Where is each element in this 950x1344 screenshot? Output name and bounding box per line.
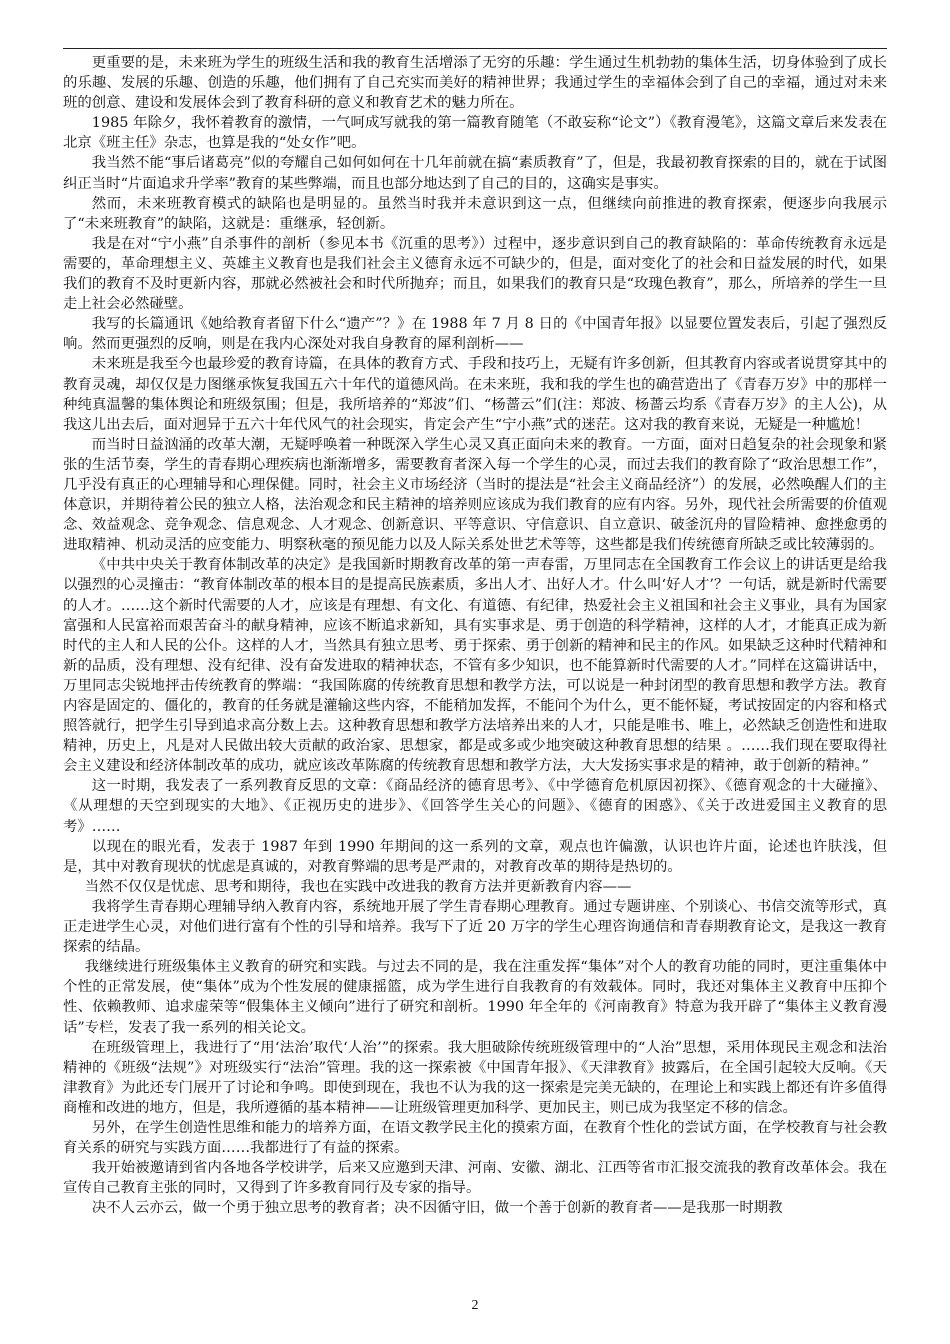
paragraph-3: 我当然不能“事后诸葛亮”似的夸耀自己如何如何在十几年前就在搞“素质教育”了，但是，我最初教育探索的目的，就在于试图纠正当时“片面追求升学率”教育的某些弊端，而且也部分地达到了自己的目的，这确实是事实。 (63, 155, 887, 192)
paragraph-14: 我继续进行班级集体主义教育的研究和实践。与过去不同的是，我在注重发挥“集体”对个人的教育功能的同时，更注重集体中个性的正常发展，使“集体”成为个性发展的健康摇篮，成为学生进行自我教育的有效载体。同时，我还对集体主义教育中压抑个性、依赖教师、追求虚荣等“假集体主义倾向”进行了研究和剖析。1990 年全年的《河南教育》特意为我开辟了“集体主义教育漫话”专栏，发表了我一系列的相关论文。 (63, 959, 887, 1036)
paragraph-10: 这一时期，我发表了一系列教育反思的文章：《商品经济的德育思考》、《中学德育危机原因初探》、《德育观念的十大碰撞》、《从理想的天空到现实的大地》、《正视历史的进步》、《回答学生关心的问题》、《德育的困惑》、《关于改进爱国主义教育的思考》…… (63, 778, 887, 835)
paragraph-15: 在班级管理上，我进行了“用‘法治’取代‘人治’”的探索。我大胆破除传统班级管理中的“人治”思想，采用体现民主观念和法治精神的《班级“法规”》对班级实行“法治”管理。我的这一探索被《中国青年报》、《天津教育》披露后，在全国引起较大反响。《天津教育》为此还专门展开了讨论和争鸣。即使到现在，我也不认为我的这一探索是完美无缺的，在理论上和实践上都还有许多值得商榷和改进的地方，但是，我所遵循的基本精神——让班级管理更加科学、更加民主，则已成为我坚定不移的信念。 (63, 1039, 887, 1116)
paragraph-1: 更重要的是，未来班为学生的班级生活和我的教育生活增添了无穷的乐趣：学生通过生机勃勃的集体生活，切身体验到了成长的乐趣、发展的乐趣、创造的乐趣，他们拥有了自己充实而美好的精神世界；我通过学生的幸福体会到了自己的幸福，通过对未来班的创意、建设和发展体会到了教育科研的意义和教育艺术的魅力所在。 (63, 55, 887, 112)
document-page (63, 48, 887, 1218)
paragraph-17: 我开始被邀请到省内各地各学校讲学，后来又应邀到天津、河南、安徽、湖北、江西等省市汇报交流我的教育改革体会。我在宣传自己教育主张的同时，又得到了许多教育同行及专家的指导。 (63, 1160, 887, 1197)
paragraph-8: 而当时日益汹涌的改革大潮，无疑呼唤着一种既深入学生心灵又真正面向未来的教育。一方面，面对日趋复杂的社会现象和紧张的生活节奏，学生的青春期心理疾病也渐渐增多，需要教育者深入每一个学生的心灵，而过去我们的教育除了“政治思想工作”，几乎没有真正的心理辅导和心理保健。同时，社会主义市场经济（当时的提法是“社会主义商品经济”）的发展，必然唤醒人们的主体意识，并期待着公民的独立人格，法治观念和民主精神的培养则应该成为我们教育的应有内容。另外，现代社会所需要的价值观念、效益观念、竞争观念、信息观念、人才观念、创新意识、平等意识、守信意识、自立意识、破釜沉舟的冒险精神、愈挫愈勇的进取精神、机动灵活的应变能力、明察秋毫的预见能力以及人际关系处世艺术等等，这些都是我们传统德育所缺乏或比较薄弱的。 (63, 436, 887, 554)
page-number: 2 (471, 1298, 479, 1313)
paragraph-18: 决不人云亦云，做一个勇于独立思考的教育者；决不因循守旧，做一个善于创新的教育者——是我那一时期教 (91, 1200, 783, 1217)
paragraph-16: 另外，在学生创造性思维和能力的培养方面，在语文教学民主化的摸索方面，在教育个性化的尝试方面，在学校教育与社会教育关系的研究与实践方面……我都进行了有益的探索。 (63, 1119, 887, 1157)
paragraph-7: 未来班是我至今也最珍爱的教育诗篇，在具体的教育方式、手段和技巧上，无疑有许多创新，但其教育内容或者说贯穿其中的教育灵魂，却仅仅是力图继承恢复我国五六十年代的道德风尚。在未来班，我和我的学生也的确营造出了《青春万岁》中的那样一种纯真温馨的集体舆论和班级氛围；但是，我所培养的“郑波”们、“杨蔷云”们(注：郑波、杨蔷云均系《青春万岁》的主人公)，从我这儿出去后，面对迥异于五六十年代风气的社会现实，肯定会产生“宁小燕”式的迷茫。这对我的教育来说，无疑是一种尴尬！ (63, 356, 887, 433)
paragraph-13: 我将学生青春期心理辅导纳入教育内容，系统地开展了学生青春期心理教育。通过专题讲座、个别谈心、书信交流等形式，真正走进学生心灵，对他们进行富有个性的引导和培养。我写下了近 20 万字的学生心理咨询通信和青春期教育论文，是我这一教育探索的结晶。 (63, 898, 887, 956)
paragraph-12: 当然不仅仅是忧虑、思考和期待，我也在实践中改进我的教育方法并更新教育内容—— (84, 878, 632, 895)
paragraph-6: 我写的长篇通讯《她给教育者留下什么“遗产”？》在 1988 年 7 月 8 日的《中国青年报》以显要位置发表后，引起了强烈反响。然而更强烈的反响，则是在我内心深处对我自身教育的犀利剖析—— (63, 316, 887, 353)
paragraph-9: 《中共中央关于教育体制改革的决定》是我国新时期教育改革的第一声春雷，万里同志在全国教育工作会议上的讲话更是给我以强烈的心灵撞击：“教育体制改革的根本目的是提高民族素质，多出人才、出好人才。什么叫‘好人才’？一句话，就是新时代需要的人才。……这个新时代需要的人才，应该是有理想、有文化、有道德、有纪律，热爱社会主义祖国和社会主义事业，具有为国家富强和人民富裕而艰苦奋斗的献身精神，应该不断追求新知，具有实事求是、勇于创造的科学精神，这样的人才，才能真正成为新时代的主人和人民的公仆。这样的人才，当然具有独立思考、勇于探索、勇于创新的精神和民主的作风。如果缺乏这种时代精神和新的品质，没有理想、没有纪律、没有奋发进取的精神状态，不管有多少知识，也不能算新时代需要的人才。”同样在这篇讲话中，万里同志尖锐地抨击传统教育的弊端：“我国陈腐的传统教育思想和教学方法，可以说是一种封闭型的教育思想和教学方法。教育内容是固定的、僵化的，教育的任务就是灌输这些内容，不能稍加发挥，不能问个为什么，更不能怀疑，考试按固定的内容和格式照答就行，把学生引导到追求高分数上去。这种教育思想和教学方法培养出来的人才，只能是唯书、唯上，必然缺乏创造性和进取精神，历史上，凡是对人民做出较大贡献的政治家、思想家，都是或多或少地突破这种教育思想的结果 。……我们现在要取得社会主义建设和经济体制改革的成功，就应该改革陈腐的传统教育思想和教学方法，大大发扬实事求是的精神，敢于创新的精神。” (63, 557, 887, 775)
paragraph-2: 1985 年除夕，我怀着教育的激情，一气呵成写就我的第一篇教育随笔（不敢妄称“论文”）《教育漫笔》，这篇文章后来发表在北京《班主任》杂志，也算是我的“处女作”吧。 (63, 115, 887, 152)
paragraph-4: 然而，未来班教育模式的缺陷也是明显的。虽然当时我并未意识到这一点，但继续向前推进的教育探索，便逐步向我展示了“未来班教育”的缺陷，这就是：重继承，轻创新。 (63, 195, 887, 232)
paragraph-5: 我是在对“宁小燕”自杀事件的剖析（参见本书《沉重的思考》）过程中，逐步意识到自己的教育缺陷的：革命传统教育永远是需要的，革命理想主义、英雄主义教育也是我们社会主义德育永远不可缺少的，但是，面对变化了的社会和日益发展的时代，如果我们的教育不及时更新内容，那就必然被社会和时代所抛弃；而且，如果我们的教育只是“玫瑰色教育”，那么，所培养的学生一旦走上社会必然碰壁。 (63, 235, 887, 313)
paragraph-11: 以现在的眼光看，发表于 1987 年到 1990 年期间的这一系列的文章，观点也许偏激，认识也许片面，论述也许肤浅，但是，其中对教育现状的忧虑是真诚的，对教育弊端的思考是严肃的，对教育改革的期待是热切的。 (63, 838, 887, 875)
header-rule (63, 48, 887, 49)
